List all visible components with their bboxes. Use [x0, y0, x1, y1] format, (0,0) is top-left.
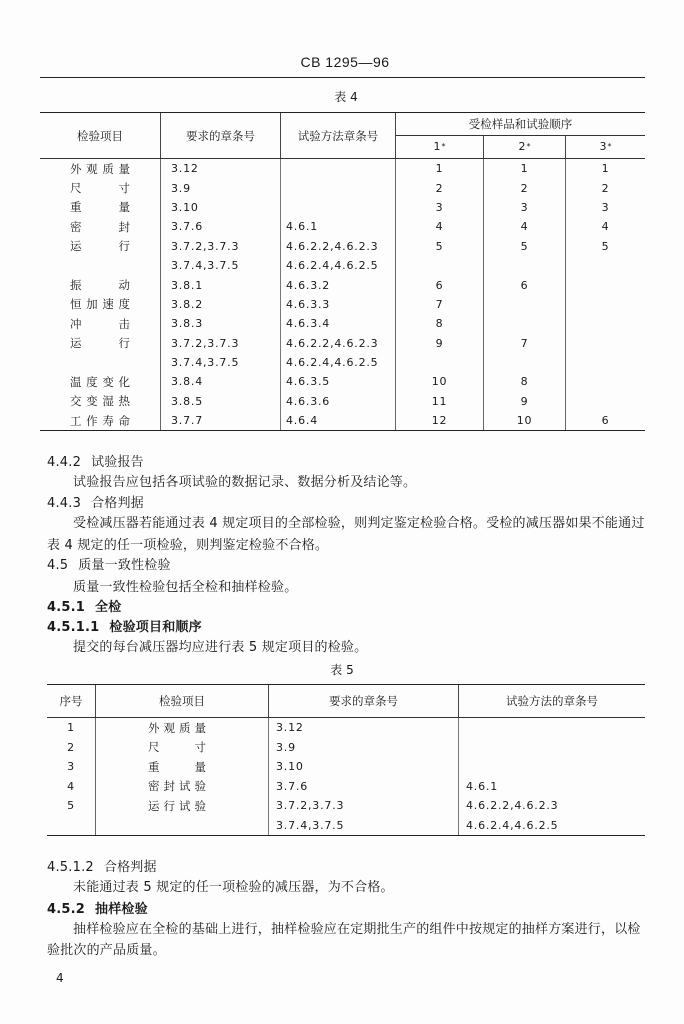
test-item-label: 外观质量 [148, 720, 206, 735]
test-item-label: 恒加速度 [70, 297, 130, 312]
row-number: 2 [67, 740, 75, 754]
test-item-label: 工作寿命 [70, 413, 130, 428]
empty-cell [565, 314, 645, 333]
sample-1-order: 7 [395, 295, 483, 314]
table4-caption: 表 4 [334, 90, 358, 104]
empty-cell [483, 353, 565, 372]
section-title: 检验项目和顺序 [109, 620, 202, 635]
section-4-5-1-2-heading [47, 860, 157, 876]
section-4-5-1-heading [47, 600, 121, 616]
sample-2-order: 7 [483, 334, 565, 353]
empty-cell [565, 256, 645, 275]
table4 [40, 112, 645, 431]
test-item-label: 尺 寸 [148, 740, 206, 755]
test-item [40, 159, 160, 178]
table5-row [47, 816, 645, 836]
test-item-label: 温度变化 [70, 374, 130, 389]
sample-3-number: 3 [599, 140, 607, 154]
table5-row [47, 796, 645, 816]
table4-row [40, 411, 645, 430]
test-method-clause: 4.6.3.2 [280, 275, 395, 294]
test-item [40, 372, 160, 391]
test-item [40, 198, 160, 217]
test-item [40, 217, 160, 236]
requirement-clause: 3.12 [160, 159, 280, 178]
empty-cell [40, 256, 160, 275]
table4-body [40, 159, 645, 430]
section-title: 全检 [95, 600, 122, 615]
section-number: 4.5.2 [47, 902, 86, 917]
table5-header [47, 685, 645, 718]
table4-row [40, 159, 645, 178]
empty-cell [565, 392, 645, 411]
requirement-clause: 3.7.4,3.7.5 [160, 353, 280, 372]
test-item [95, 738, 268, 758]
row-number: 5 [67, 799, 75, 813]
sample-2-order: 8 [483, 372, 565, 391]
empty-cell [458, 718, 645, 738]
section-4-4-2-text: 试验报告应包括各项试验的数据记录、数据分析及结论等。 [73, 475, 417, 490]
empty-cell [458, 757, 645, 777]
section-title: 合格判据 [91, 496, 144, 511]
sample-3-order: 6 [565, 411, 645, 430]
test-method-clause: 4.6.2.2,4.6.2.3 [280, 237, 395, 256]
row-number: 4 [67, 779, 75, 793]
section-4-4-3-text-line-1: 受检减压器若能通过表 4 规定项目的全部检验，则判定鉴定检验合格。受检的减压器如果不能通过 [73, 516, 645, 531]
table4-row [40, 178, 645, 197]
test-item-label: 冲 击 [70, 316, 130, 331]
table5-row [47, 777, 645, 797]
test-method-clause: 4.6.2.2,4.6.2.3 [458, 796, 645, 816]
table5-body [47, 718, 645, 835]
empty-cell [483, 314, 565, 333]
requirement-clause: 3.7.2,3.7.3 [268, 796, 458, 816]
section-title: 合格判据 [103, 860, 157, 875]
table4-row [40, 295, 645, 314]
row-number: 3 [67, 760, 75, 774]
sample-1-order: 3 [395, 198, 483, 217]
col-header-test-item: 检验项目 [95, 685, 268, 717]
empty-cell [395, 353, 483, 372]
section-4-5-2-text-line-1: 抽样检验应在全检的基础上进行，抽样检验应在定期批生产的组件中按规定的抽样方案进行，以检 [73, 922, 641, 937]
sample-2-order: 1 [483, 159, 565, 178]
section-number: 4.5.1.2 [47, 860, 94, 875]
requirement-clause: 3.7.4,3.7.5 [160, 256, 280, 275]
section-4-4-2-heading [47, 455, 144, 471]
test-item-label: 重 量 [70, 200, 130, 215]
empty-cell [395, 256, 483, 275]
empty-cell [483, 256, 565, 275]
empty-cell [458, 738, 645, 758]
requirement-clause: 3.10 [160, 198, 280, 217]
col-header-requirement-clause: 要求的章条号 [268, 685, 458, 717]
table5-caption: 表 5 [330, 663, 354, 677]
section-4-5-1-1-text: 提交的每台减压器均应进行表 5 规定项目的检验。 [73, 640, 368, 655]
requirement-clause: 3.7.6 [268, 777, 458, 797]
section-number: 4.5.1.1 [47, 620, 100, 635]
sample-1-order: 12 [395, 411, 483, 430]
test-item-label: 外观质量 [70, 161, 130, 176]
section-4-5-heading [47, 558, 171, 574]
requirement-clause: 3.8.3 [160, 314, 280, 333]
test-item-label: 运行试验 [148, 798, 206, 813]
row-number: 1 [67, 721, 75, 735]
col-header-row-number: 序号 [59, 694, 83, 708]
test-method-clause: 4.6.2.4,4.6.2.5 [280, 256, 395, 275]
empty-cell [47, 816, 95, 836]
requirement-clause: 3.8.4 [160, 372, 280, 391]
table4-header [40, 113, 645, 159]
sample-3-order: 5 [565, 237, 645, 256]
sample-1-number: 1 [433, 140, 441, 154]
sample-3-order: 4 [565, 217, 645, 236]
empty-cell [280, 198, 395, 217]
test-method-clause: 4.6.1 [458, 777, 645, 797]
sample-3-order: 2 [565, 178, 645, 197]
section-4-5-text: 质量一致性检验包括全检和抽样检验。 [73, 580, 298, 595]
test-item [95, 796, 268, 816]
test-item-label: 尺 寸 [70, 181, 130, 196]
sample-1-order: 4 [395, 217, 483, 236]
requirement-clause: 3.9 [160, 178, 280, 197]
empty-cell [40, 353, 160, 372]
test-method-clause: 4.6.2.4,4.6.2.5 [458, 816, 645, 836]
test-item [40, 392, 160, 411]
requirement-clause: 3.7.6 [160, 217, 280, 236]
section-title: 抽样检验 [95, 902, 148, 917]
standard-code: CB 1295—96 [300, 54, 390, 70]
empty-cell [95, 816, 268, 836]
section-4-4-3-heading [47, 496, 144, 512]
test-method-clause: 4.6.1 [280, 217, 395, 236]
table5 [47, 684, 645, 836]
section-number: 4.4.3 [47, 496, 82, 511]
test-item-label: 振 动 [70, 278, 130, 293]
sample-2-order: 2 [483, 178, 565, 197]
test-item-label: 密 封 [70, 219, 130, 234]
col-header-test-method-clause: 试验方法章条号 [280, 113, 395, 158]
sample-2-order: 3 [483, 198, 565, 217]
sample-2-order: 10 [483, 411, 565, 430]
table4-row [40, 198, 645, 217]
empty-cell [565, 295, 645, 314]
test-item [40, 411, 160, 430]
table4-row [40, 256, 645, 275]
table5-row [47, 757, 645, 777]
col-header-test-method-clause: 试验方法的章条号 [458, 685, 645, 717]
table4-row [40, 275, 645, 294]
section-title: 试验报告 [91, 455, 144, 470]
sample-1-order: 10 [395, 372, 483, 391]
sample-2-order: 4 [483, 217, 565, 236]
requirement-clause: 3.10 [268, 757, 458, 777]
test-method-clause: 4.6.3.4 [280, 314, 395, 333]
test-item-label: 密封试验 [148, 779, 206, 794]
section-number: 4.5 [47, 558, 69, 573]
table5-row [47, 738, 645, 758]
page-number: 4 [56, 971, 64, 985]
sample-1-order: 2 [395, 178, 483, 197]
col-header-samples-and-order: 受检样品和试验顺序 [395, 113, 645, 136]
table4-row [40, 372, 645, 391]
empty-cell [565, 353, 645, 372]
requirement-clause: 3.7.4,3.7.5 [268, 816, 458, 836]
requirement-clause: 3.7.7 [160, 411, 280, 430]
section-number: 4.4.2 [47, 455, 82, 470]
sample-1-order: 9 [395, 334, 483, 353]
test-item [40, 237, 160, 256]
sample-2-order: 9 [483, 392, 565, 411]
test-method-clause: 4.6.3.6 [280, 392, 395, 411]
test-item [40, 178, 160, 197]
requirement-clause: 3.7.2,3.7.3 [160, 237, 280, 256]
sample-1-order: 1 [395, 159, 483, 178]
empty-cell [565, 372, 645, 391]
test-method-clause: 4.6.3.3 [280, 295, 395, 314]
test-item-label: 运 行 [70, 239, 130, 254]
test-item [95, 757, 268, 777]
empty-cell [565, 334, 645, 353]
empty-cell [483, 295, 565, 314]
section-4-5-1-1-heading [47, 620, 202, 636]
sample-2-number: 2 [518, 140, 526, 154]
sample-3-order: 1 [565, 159, 645, 178]
table4-row [40, 217, 645, 236]
sample-1-order: 5 [395, 237, 483, 256]
empty-cell [280, 178, 395, 197]
table4-row [40, 353, 645, 372]
test-method-clause: 4.6.2.2,4.6.2.3 [280, 334, 395, 353]
section-4-5-2-text-line-2: 验批次的产品质量。 [47, 943, 166, 958]
table4-row [40, 392, 645, 411]
test-method-clause: 4.6.2.4,4.6.2.5 [280, 353, 395, 372]
requirement-clause: 3.8.5 [160, 392, 280, 411]
table4-row [40, 314, 645, 333]
section-title: 质量一致性检验 [78, 558, 171, 573]
test-item-label: 交变湿热 [70, 394, 130, 409]
test-item [40, 295, 160, 314]
empty-cell [280, 159, 395, 178]
col-header-requirement-clause: 要求的章条号 [160, 113, 280, 158]
table4-row [40, 237, 645, 256]
col-header-sample-1: 1 * [395, 136, 483, 159]
test-item [40, 314, 160, 333]
test-method-clause: 4.6.4 [280, 411, 395, 430]
test-item [95, 777, 268, 797]
section-4-5-1-2-text: 未能通过表 5 规定的任一项检验的减压器，为不合格。 [73, 880, 394, 895]
test-method-clause: 4.6.3.5 [280, 372, 395, 391]
section-4-5-2-heading [47, 902, 148, 918]
test-item [95, 718, 268, 738]
sample-1-order: 6 [395, 275, 483, 294]
col-header-test-item: 检验项目 [77, 128, 123, 143]
requirement-clause: 3.8.1 [160, 275, 280, 294]
section-4-4-3-text-line-2: 表 4 规定的任一项检验，则判鉴定检验不合格。 [47, 538, 329, 553]
sample-3-order: 3 [565, 198, 645, 217]
requirement-clause: 3.9 [268, 738, 458, 758]
section-number: 4.5.1 [47, 600, 86, 615]
col-header-sample-2: 2 * [483, 136, 565, 159]
test-item-label: 重 量 [148, 759, 206, 774]
test-item [40, 275, 160, 294]
table4-row [40, 334, 645, 353]
col-header-sample-3: 3 * [565, 136, 645, 159]
empty-cell [565, 275, 645, 294]
requirement-clause: 3.8.2 [160, 295, 280, 314]
sample-2-order: 6 [483, 275, 565, 294]
requirement-clause: 3.12 [268, 718, 458, 738]
sample-2-order: 5 [483, 237, 565, 256]
test-item [40, 334, 160, 353]
test-item-label: 运 行 [70, 336, 130, 351]
requirement-clause: 3.7.2,3.7.3 [160, 334, 280, 353]
table5-row [47, 718, 645, 738]
header-rule [40, 77, 645, 78]
sample-1-order: 8 [395, 314, 483, 333]
sample-1-order: 11 [395, 392, 483, 411]
